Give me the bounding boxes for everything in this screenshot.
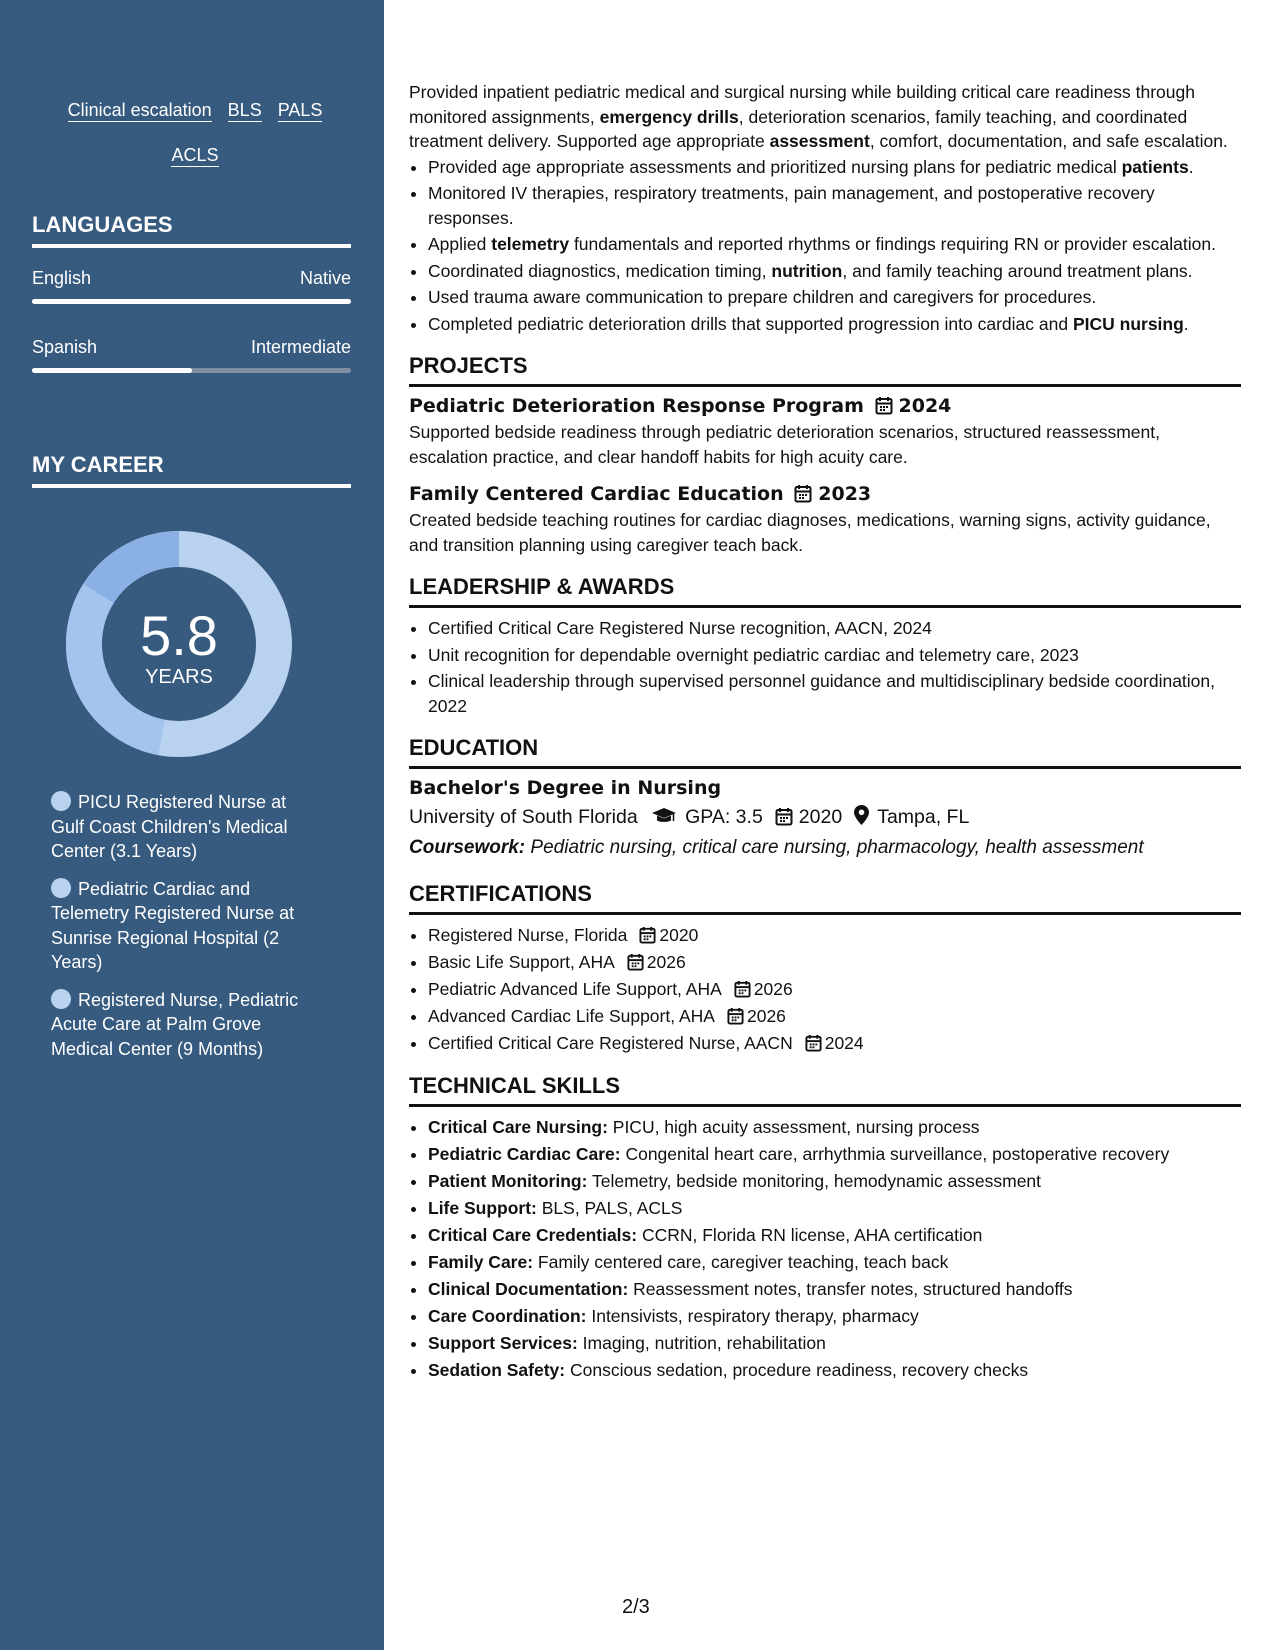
calendar-icon bbox=[727, 1007, 744, 1025]
skill-tags bbox=[40, 88, 350, 178]
language-name: Spanish bbox=[32, 337, 98, 357]
project-year: 2024 bbox=[898, 395, 952, 417]
sidebar bbox=[0, 0, 384, 1650]
career-item bbox=[51, 790, 321, 864]
skill-label: Care Coordination: bbox=[428, 1305, 587, 1326]
language-level: Intermediate bbox=[250, 337, 351, 357]
career-item bbox=[51, 988, 321, 1062]
skill-item bbox=[428, 1142, 1241, 1167]
coursework bbox=[409, 837, 1241, 859]
school-name: University of South Florida bbox=[409, 806, 638, 828]
calendar-icon bbox=[805, 1034, 822, 1052]
years-label: YEARS bbox=[145, 666, 213, 688]
leadership-item: • Unit recognition for dependable overnight pediatric cardiac and telemetry care, 2023 bbox=[428, 643, 1241, 668]
project-description: Supported bedside readiness through pediatric deterioration scenarios, structured reassessment, escalation practice, and clear handoff habits for high acuity care. bbox=[409, 422, 1160, 467]
skill-item bbox=[428, 1196, 1241, 1221]
project-name: Family Centered Cardiac Education bbox=[409, 483, 784, 505]
bullet-text: Coordinated diagnostics, medication timing, bbox=[428, 260, 772, 281]
skill-value: Reassessment notes, transfer notes, structured handoffs bbox=[628, 1278, 1073, 1299]
summary-text: , deterioration scenarios, family teaching, and coordinated treatment delivery. Supported age appropriate bbox=[409, 106, 1188, 151]
experience-bullet bbox=[428, 232, 1241, 257]
graduation-cap-icon bbox=[651, 807, 677, 825]
skill-label: Sedation Safety: bbox=[428, 1359, 566, 1380]
language-bar-fill bbox=[32, 368, 192, 373]
experience-bullet bbox=[428, 155, 1241, 180]
leadership-item: • Certified Critical Care Registered Nurse recognition, AACN, 2024 bbox=[428, 616, 1241, 641]
gpa: GPA: 3.5 bbox=[685, 806, 763, 828]
skill-value: CCRN, Florida RN license, AHA certification bbox=[637, 1224, 983, 1245]
skill-item bbox=[428, 1115, 1241, 1140]
language-bar bbox=[32, 299, 351, 304]
leadership-heading: LEADERSHIP & AWARDS bbox=[409, 574, 1241, 608]
certification-year: 2024 bbox=[824, 1033, 864, 1053]
summary-keyword: assessment bbox=[769, 131, 870, 151]
language-level: Native bbox=[299, 268, 351, 288]
career-item bbox=[51, 877, 321, 975]
certification-name: Certified Critical Care Registered Nurse, AACN bbox=[428, 1033, 793, 1053]
bullet-keyword: nutrition bbox=[771, 260, 843, 281]
skill-tag: BLS bbox=[227, 100, 262, 120]
language-row bbox=[32, 337, 351, 358]
years-value: 5.8 bbox=[140, 604, 218, 667]
skill-tag: PALS bbox=[277, 100, 323, 120]
skill-item bbox=[428, 1304, 1241, 1329]
skill-label: Support Services: bbox=[428, 1332, 578, 1353]
certification-item bbox=[428, 977, 1241, 1002]
skill-item bbox=[428, 1223, 1241, 1248]
certification-item bbox=[428, 1004, 1241, 1029]
bullet-text: Completed pediatric deterioration drills that supported progression into cardiac and bbox=[428, 313, 1073, 334]
bullet-text: fundamentals and reported rhythms or findings requiring RN or provider escalation. bbox=[569, 234, 1216, 254]
project-description: Created bedside teaching routines for cardiac diagnoses, medications, warning signs, activity guidance, and transition planning using caregiver teach back. bbox=[409, 510, 1211, 555]
skill-item bbox=[428, 1250, 1241, 1275]
career-item-text: Pediatric Cardiac and Telemetry Registered Nurse at Sunrise Regional Hospital (2 Years) bbox=[51, 878, 295, 972]
calendar-icon bbox=[639, 926, 656, 944]
education-location: Tampa, FL bbox=[877, 806, 970, 828]
skill-label: Clinical Documentation: bbox=[428, 1278, 629, 1299]
calendar-icon bbox=[875, 396, 893, 415]
bullet-text: Provided age appropriate assessments and prioritized nursing plans for pediatric medical bbox=[428, 156, 1122, 177]
career-years-donut bbox=[66, 531, 292, 757]
language-bar-fill bbox=[32, 299, 351, 304]
calendar-icon bbox=[775, 807, 793, 826]
experience-bullets bbox=[409, 155, 1241, 337]
career-list bbox=[51, 790, 321, 1074]
education-heading: EDUCATION bbox=[409, 735, 1241, 769]
skill-value: Congenital heart care, arrhythmia surveillance, postoperative recovery bbox=[620, 1143, 1170, 1164]
certification-year: 2026 bbox=[646, 952, 686, 972]
certification-item bbox=[428, 950, 1241, 975]
location-pin-icon bbox=[854, 805, 869, 825]
skill-value: PICU, high acuity assessment, nursing process bbox=[607, 1116, 980, 1137]
skill-value: Family centered care, caregiver teaching, teach back bbox=[533, 1251, 949, 1272]
skill-item bbox=[428, 1169, 1241, 1194]
languages-heading: LANGUAGES bbox=[32, 212, 351, 248]
degree-title: Bachelor's Degree in Nursing bbox=[409, 777, 722, 799]
certification-item bbox=[428, 1031, 1241, 1056]
certification-name: Registered Nurse, Florida bbox=[428, 925, 628, 945]
bullet-text: , and family teaching around treatment plans. bbox=[842, 260, 1193, 281]
skill-item bbox=[428, 1277, 1241, 1302]
skills-list bbox=[409, 1115, 1241, 1383]
skill-value: Telemetry, bedside monitoring, hemodynamic assessment bbox=[587, 1170, 1042, 1191]
bullet-keyword: patients bbox=[1121, 156, 1189, 177]
calendar-icon bbox=[627, 953, 644, 971]
skill-label: Patient Monitoring: bbox=[428, 1170, 588, 1191]
calendar-icon bbox=[794, 484, 812, 503]
certification-year: 2026 bbox=[746, 1006, 786, 1026]
skill-value: Intensivists, respiratory therapy, pharmacy bbox=[586, 1305, 919, 1326]
summary-text: Provided inpatient pediatric medical and surgical nursing while building critical care readiness through monitored assignments, bbox=[409, 82, 1195, 127]
skill-label: Critical Care Credentials: bbox=[428, 1224, 638, 1245]
bullet-text: Applied bbox=[428, 234, 492, 254]
graduation-year: 2020 bbox=[798, 806, 843, 828]
project-title bbox=[409, 395, 1241, 417]
page-number: 2/3 bbox=[622, 1596, 650, 1618]
bullet-text: . bbox=[1183, 313, 1189, 334]
experience-bullet: • Monitored IV therapies, respiratory treatments, pain management, and postoperative recovery responses. bbox=[428, 181, 1241, 230]
experience-bullet bbox=[428, 259, 1241, 284]
project-year: 2023 bbox=[818, 483, 872, 505]
language-name: English bbox=[32, 268, 92, 288]
language-row bbox=[32, 268, 351, 289]
certification-name: Pediatric Advanced Life Support, AHA bbox=[428, 979, 722, 999]
language-bar bbox=[32, 368, 351, 373]
bullet-dot-icon bbox=[51, 878, 71, 898]
certifications-list bbox=[409, 923, 1241, 1056]
skills-heading: TECHNICAL SKILLS bbox=[409, 1073, 1241, 1107]
certifications-heading: CERTIFICATIONS bbox=[409, 881, 1241, 915]
experience-summary bbox=[409, 80, 1241, 154]
bullet-text: . bbox=[1188, 156, 1194, 177]
calendar-icon bbox=[734, 980, 751, 998]
experience-bullet: • Used trauma aware communication to prepare children and caregivers for procedures. bbox=[428, 285, 1241, 310]
skill-label: Life Support: bbox=[428, 1197, 537, 1218]
certification-item bbox=[428, 923, 1241, 948]
career-item-text: PICU Registered Nurse at Gulf Coast Children's Medical Center (3.1 Years) bbox=[51, 792, 288, 861]
main-content bbox=[409, 80, 1241, 1385]
certification-name: Advanced Cardiac Life Support, AHA bbox=[428, 1006, 715, 1026]
bullet-keyword: telemetry bbox=[491, 234, 570, 254]
certification-year: 2026 bbox=[753, 979, 793, 999]
education-details bbox=[409, 805, 1241, 829]
coursework-text: Pediatric nursing, critical care nursing, pharmacology, health assessment bbox=[525, 837, 1144, 858]
skill-tag: Clinical escalation bbox=[67, 100, 212, 120]
coursework-label: Coursework: bbox=[409, 837, 526, 858]
bullet-dot-icon bbox=[51, 791, 71, 811]
skill-item bbox=[428, 1358, 1241, 1383]
skill-label: Pediatric Cardiac Care: bbox=[428, 1143, 621, 1164]
skill-label: Family Care: bbox=[428, 1251, 534, 1272]
projects-heading: PROJECTS bbox=[409, 353, 1241, 387]
career-heading: MY CAREER bbox=[32, 452, 351, 488]
experience-bullet bbox=[428, 312, 1241, 337]
bullet-keyword: PICU nursing bbox=[1072, 313, 1184, 334]
certification-name: Basic Life Support, AHA bbox=[428, 952, 615, 972]
skill-value: BLS, PALS, ACLS bbox=[536, 1197, 683, 1218]
skill-label: Critical Care Nursing: bbox=[428, 1116, 608, 1137]
skill-item bbox=[428, 1331, 1241, 1356]
career-item-text: Registered Nurse, Pediatric Acute Care at Palm Grove Medical Center (9 Months) bbox=[51, 989, 299, 1059]
project-name: Pediatric Deterioration Response Program bbox=[409, 395, 864, 417]
summary-text: , comfort, documentation, and safe escalation. bbox=[869, 131, 1228, 151]
skill-value: Conscious sedation, procedure readiness, recovery checks bbox=[565, 1359, 1029, 1380]
bullet-dot-icon bbox=[51, 989, 71, 1009]
project-title bbox=[409, 483, 1241, 505]
certification-year: 2020 bbox=[659, 925, 699, 945]
skill-tag: ACLS bbox=[171, 145, 219, 165]
summary-keyword: emergency drills bbox=[599, 106, 739, 127]
leadership-list bbox=[409, 616, 1241, 718]
skill-value: Imaging, nutrition, rehabilitation bbox=[577, 1332, 826, 1353]
leadership-item: • Clinical leadership through supervised personnel guidance and multidisciplinary bedside coordination, 2022 bbox=[428, 669, 1241, 718]
